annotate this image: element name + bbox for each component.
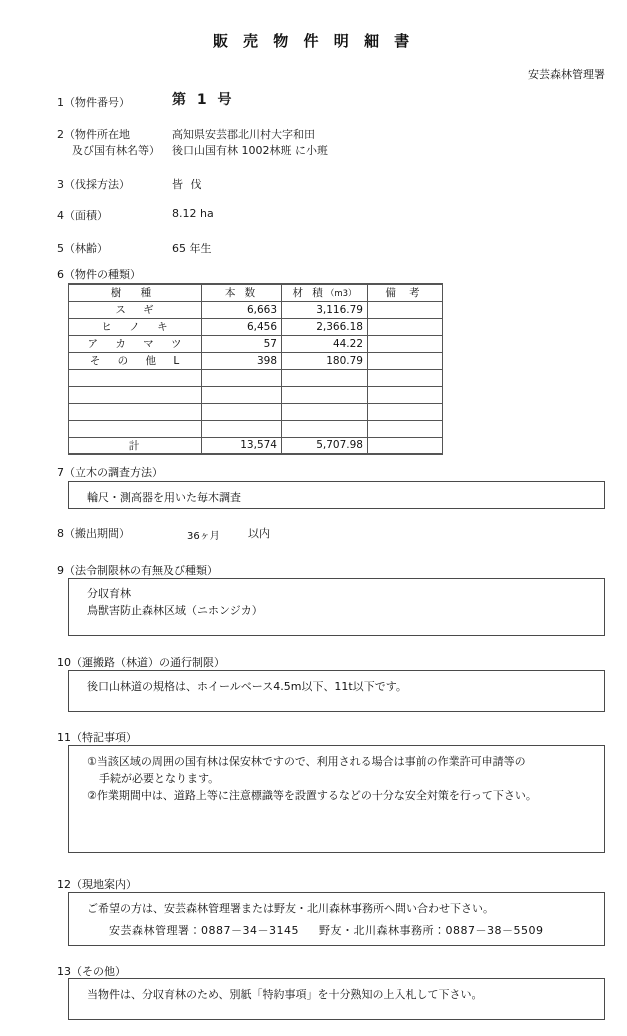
cell-count [202, 403, 282, 420]
column-header-volume-text: 材 積 [292, 287, 326, 300]
column-header-volume [282, 284, 368, 301]
cell-volume [282, 386, 368, 403]
site-guide-text: ご希望の方は、安芸森林管理署または野友・北川森林事務所へ問い合わせ下さい。 [87, 902, 494, 915]
table-row-total [69, 437, 443, 454]
section-heading-species: 6（物件の種類） [57, 268, 141, 281]
special-notes-box [68, 745, 605, 853]
cell-count: 6,663 [202, 301, 282, 318]
field-label-forest-age: 5（林齢） [57, 242, 108, 255]
column-header-note: 備 考 [368, 284, 443, 301]
cell-note [368, 369, 443, 386]
cell-count: 6,456 [202, 318, 282, 335]
cell-volume [282, 420, 368, 437]
cell-note [368, 386, 443, 403]
other-text: 当物件は、分収育林のため、別紙「特約事項」を十分熟知の上入札して下さい。 [87, 988, 483, 1001]
legal-restriction-line-1: 分収育林 [87, 587, 131, 600]
cell-volume: 44.22 [282, 335, 368, 352]
cell-total-volume: 5,707.98 [282, 437, 368, 454]
cell-count [202, 420, 282, 437]
cell-species [69, 403, 202, 420]
field-label-haul-period: 8（搬出期間） [57, 527, 130, 540]
cell-species [69, 386, 202, 403]
special-notes-line-2: 手続が必要となります。 [99, 772, 220, 785]
table-row [69, 301, 443, 318]
document-title: 販 売 物 件 明 細 書 [212, 32, 415, 50]
section-heading-road-restriction: 10（運搬路（林道）の通行制限） [57, 656, 225, 669]
survey-method-text: 輪尺・測高器を用いた毎木調査 [87, 491, 241, 504]
field-value-forest-age: 65 年生 [172, 242, 212, 255]
cell-note [368, 301, 443, 318]
site-guide-box [68, 892, 605, 946]
table-header-row [69, 284, 443, 301]
table-row-empty [69, 403, 443, 420]
section-heading-site-guide: 12（現地案内） [57, 878, 137, 891]
field-value-location-line1: 高知県安芸郡北川村大字和田 [172, 128, 315, 141]
issuing-office: 安芸森林管理署 [528, 68, 605, 81]
table-body [69, 301, 443, 454]
legal-restriction-line-2: 鳥獣害防止森林区域（ニホンジカ） [87, 604, 263, 617]
field-label-location-line2: 及び国有林名等） [72, 144, 160, 157]
cell-volume: 2,366.18 [282, 318, 368, 335]
road-restriction-text: 後口山林道の規格は、ホイールベース4.5m以下、11t以下です。 [87, 680, 407, 693]
other-box [68, 978, 605, 1020]
cell-species: そ の 他 L [69, 352, 202, 369]
cell-total-count: 13,574 [202, 437, 282, 454]
field-label-cutting-method: 3（伐採方法） [57, 178, 130, 191]
field-label-location-line1: 2（物件所在地 [57, 128, 130, 141]
cell-species [69, 420, 202, 437]
field-value-cutting-method: 皆 伐 [172, 178, 204, 191]
field-suffix-haul-period: 以内 [248, 527, 270, 540]
field-value-location-line2: 後口山国有林 1002林班 に小班 [172, 144, 328, 157]
special-notes-line-3: ②作業期間中は、道路上等に注意標識等を設置するなどの十分な安全対策を行って下さい。 [87, 789, 537, 802]
cell-count [202, 386, 282, 403]
table-row-empty [69, 420, 443, 437]
field-label-area: 4（面積） [57, 209, 108, 222]
column-header-species: 樹 種 [69, 284, 202, 301]
site-guide-contact-primary: 安芸森林管理署：0887－34－3145 [109, 924, 299, 937]
cell-note [368, 318, 443, 335]
cell-total-label: 計 [69, 437, 202, 454]
section-heading-other: 13（その他） [57, 965, 126, 978]
table-row [69, 335, 443, 352]
cell-species: ヒ ノ キ [69, 318, 202, 335]
field-value-item-number: 第 1 号 [172, 92, 235, 108]
cell-count [202, 369, 282, 386]
field-value-haul-period: 36ヶ月 [187, 531, 220, 542]
section-heading-special-notes: 11（特記事項） [57, 731, 137, 744]
cell-note [368, 420, 443, 437]
cell-volume: 180.79 [282, 352, 368, 369]
column-header-volume-unit: （m3） [325, 289, 357, 300]
cell-species: ア カ マ ツ [69, 335, 202, 352]
table-row [69, 318, 443, 335]
cell-volume: 3,116.79 [282, 301, 368, 318]
road-restriction-box [68, 670, 605, 712]
table-row-empty [69, 369, 443, 386]
legal-restriction-box [68, 578, 605, 636]
survey-method-box [68, 481, 605, 509]
table-row [69, 352, 443, 369]
cell-count: 57 [202, 335, 282, 352]
cell-note [368, 335, 443, 352]
table-row-empty [69, 386, 443, 403]
species-table [68, 283, 443, 455]
cell-volume [282, 369, 368, 386]
section-heading-survey-method: 7（立木の調査方法） [57, 466, 163, 479]
cell-species: ス ギ [69, 301, 202, 318]
cell-volume [282, 403, 368, 420]
cell-total-note [368, 437, 443, 454]
site-guide-contact-secondary: 野友・北川森林事務所：0887－38－5509 [319, 924, 544, 937]
field-label-item-number: 1（物件番号） [57, 96, 130, 109]
cell-note [368, 403, 443, 420]
field-value-area: 8.12 ha [172, 207, 214, 220]
cell-species [69, 369, 202, 386]
section-heading-legal-restriction: 9（法令制限林の有無及び種類） [57, 564, 218, 577]
cell-count: 398 [202, 352, 282, 369]
column-header-count: 本 数 [202, 284, 282, 301]
special-notes-line-1: ①当該区域の周囲の国有林は保安林ですので、利用される場合は事前の作業許可申請等の [87, 755, 526, 768]
cell-note [368, 352, 443, 369]
